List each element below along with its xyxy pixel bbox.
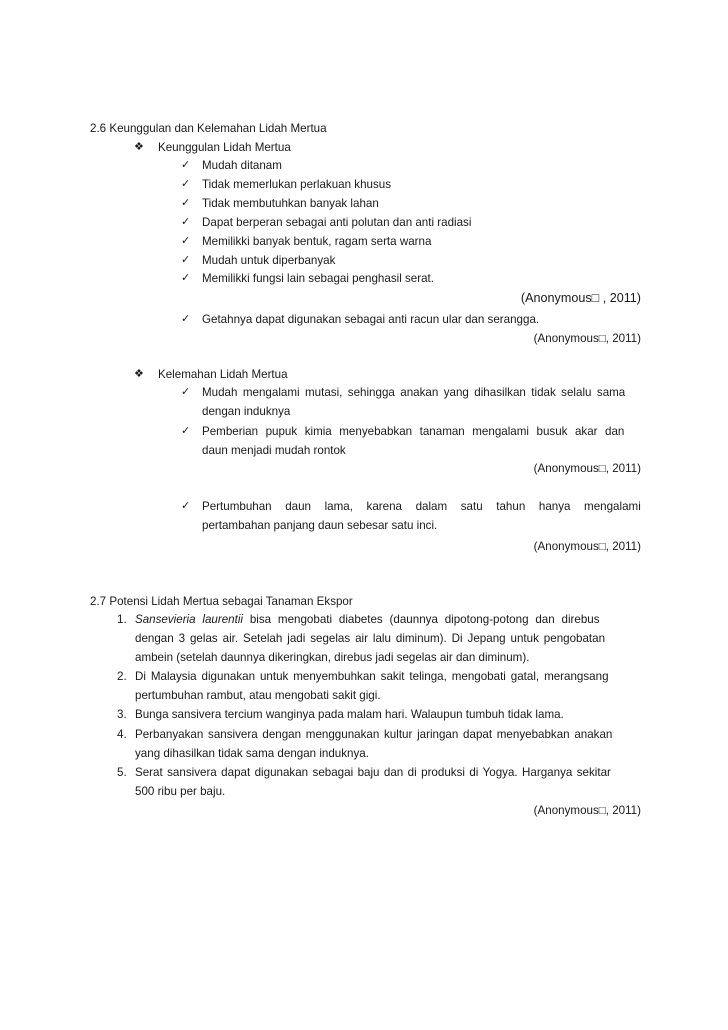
check-icon: ✓ xyxy=(181,159,191,171)
check-icon: ✓ xyxy=(181,197,191,209)
kelemahan-item-line: daun menjadi mudah rontok xyxy=(202,444,346,457)
keunggulan-item: Memilikki banyak bentuk, ragam serta warna xyxy=(202,235,432,248)
list-number: 2. xyxy=(117,670,127,683)
keunggulan-item: Memilikki fungsi lain sebagai penghasil serat. xyxy=(202,272,434,285)
kelemahan-item-line: pertambahan panjang daun sebesar satu inci. xyxy=(202,519,438,532)
kelemahan-item-line: Pemberian pupuk kimia menyebabkan tanaman mengalami busuk akar dan xyxy=(202,425,625,438)
keunggulan-item: Tidak memerlukan perlakuan khusus xyxy=(202,178,392,191)
kelemahan-item-line: Mudah mengalami mutasi, sehingga anakan yang dihasilkan tidak selalu sama xyxy=(202,386,626,399)
list-number: 1. xyxy=(117,613,127,626)
list-number: 4. xyxy=(117,728,127,741)
keunggulan-title: Keunggulan Lidah Mertua xyxy=(158,141,291,154)
check-icon: ✓ xyxy=(181,254,191,266)
check-icon: ✓ xyxy=(181,425,191,437)
list-item-text: bisa mengobati diabetes (daunnya dipotong-potong dan direbus xyxy=(243,613,600,626)
diamond-bullet-icon: ❖ xyxy=(134,141,144,153)
diamond-bullet-icon: ❖ xyxy=(134,368,144,380)
citation: (Anonymous□, 2011) xyxy=(533,540,641,553)
list-item-line: dengan 3 gelas air. Setelah jadi segelas air lalu diminum). Di Jepang untuk pengobatan xyxy=(135,632,606,645)
list-item-line: ambein (setelah daunnya dikeringkan, direbus jadi segelas air dan diminum). xyxy=(135,651,530,664)
kelemahan-item-line: dengan induknya xyxy=(202,405,291,418)
citation: (Anonymous□, 2011) xyxy=(533,804,641,817)
kelemahan-item-line: Pertumbuhan daun lama, karena dalam satu tahun hanya mengalami xyxy=(202,500,641,513)
keunggulan-item: Mudah untuk diperbanyak xyxy=(202,254,336,267)
check-icon: ✓ xyxy=(181,235,191,247)
section-2-7-heading: 2.7 Potensi Lidah Mertua sebagai Tanaman Ekspor xyxy=(90,595,353,608)
list-item-line: Bunga sansivera tercium wanginya pada malam hari. Walaupun tumbuh tidak lama. xyxy=(135,708,564,721)
check-icon: ✓ xyxy=(181,178,191,190)
list-number: 3. xyxy=(117,708,127,721)
citation: (Anonymous□ , 2011) xyxy=(520,291,641,305)
list-item-line: yang dihasilkan tidak sama dengan induknya. xyxy=(135,747,369,760)
keunggulan-item: Dapat berperan sebagai anti polutan dan anti radiasi xyxy=(202,216,472,229)
check-icon: ✓ xyxy=(181,313,191,325)
list-item-line: Perbanyakan sansivera dengan menggunakan kultur jaringan dapat menyebabkan anakan xyxy=(135,728,613,741)
list-item-line: 500 ribu per baju. xyxy=(135,785,226,798)
keunggulan-item: Tidak membutuhkan banyak lahan xyxy=(202,197,379,210)
list-item-line: Serat sansivera dapat digunakan sebagai baju dan di produksi di Yogya. Harganya sekitar xyxy=(135,766,611,779)
keunggulan-extra-item: Getahnya dapat digunakan sebagai anti racun ular dan serangga. xyxy=(202,313,540,326)
citation: (Anonymous□, 2011) xyxy=(533,462,641,475)
citation: (Anonymous□, 2011) xyxy=(533,332,641,345)
keunggulan-item: Mudah ditanam xyxy=(202,159,282,172)
list-number: 5. xyxy=(117,766,127,779)
kelemahan-title: Kelemahan Lidah Mertua xyxy=(158,368,288,381)
list-item-line xyxy=(135,612,600,627)
list-item-line: pertumbuhan rambut, atau mengobati sakit gigi. xyxy=(135,689,381,702)
check-icon: ✓ xyxy=(181,216,191,228)
check-icon: ✓ xyxy=(181,272,191,284)
section-2-6-heading: 2.6 Keunggulan dan Kelemahan Lidah Mertua xyxy=(90,122,327,135)
list-item-line: Di Malaysia digunakan untuk menyembuhkan sakit telinga, mengobati gatal, merangsang xyxy=(135,670,609,683)
check-icon: ✓ xyxy=(181,386,191,398)
species-name: Sansevieria laurentii xyxy=(135,613,244,626)
check-icon: ✓ xyxy=(181,500,191,512)
